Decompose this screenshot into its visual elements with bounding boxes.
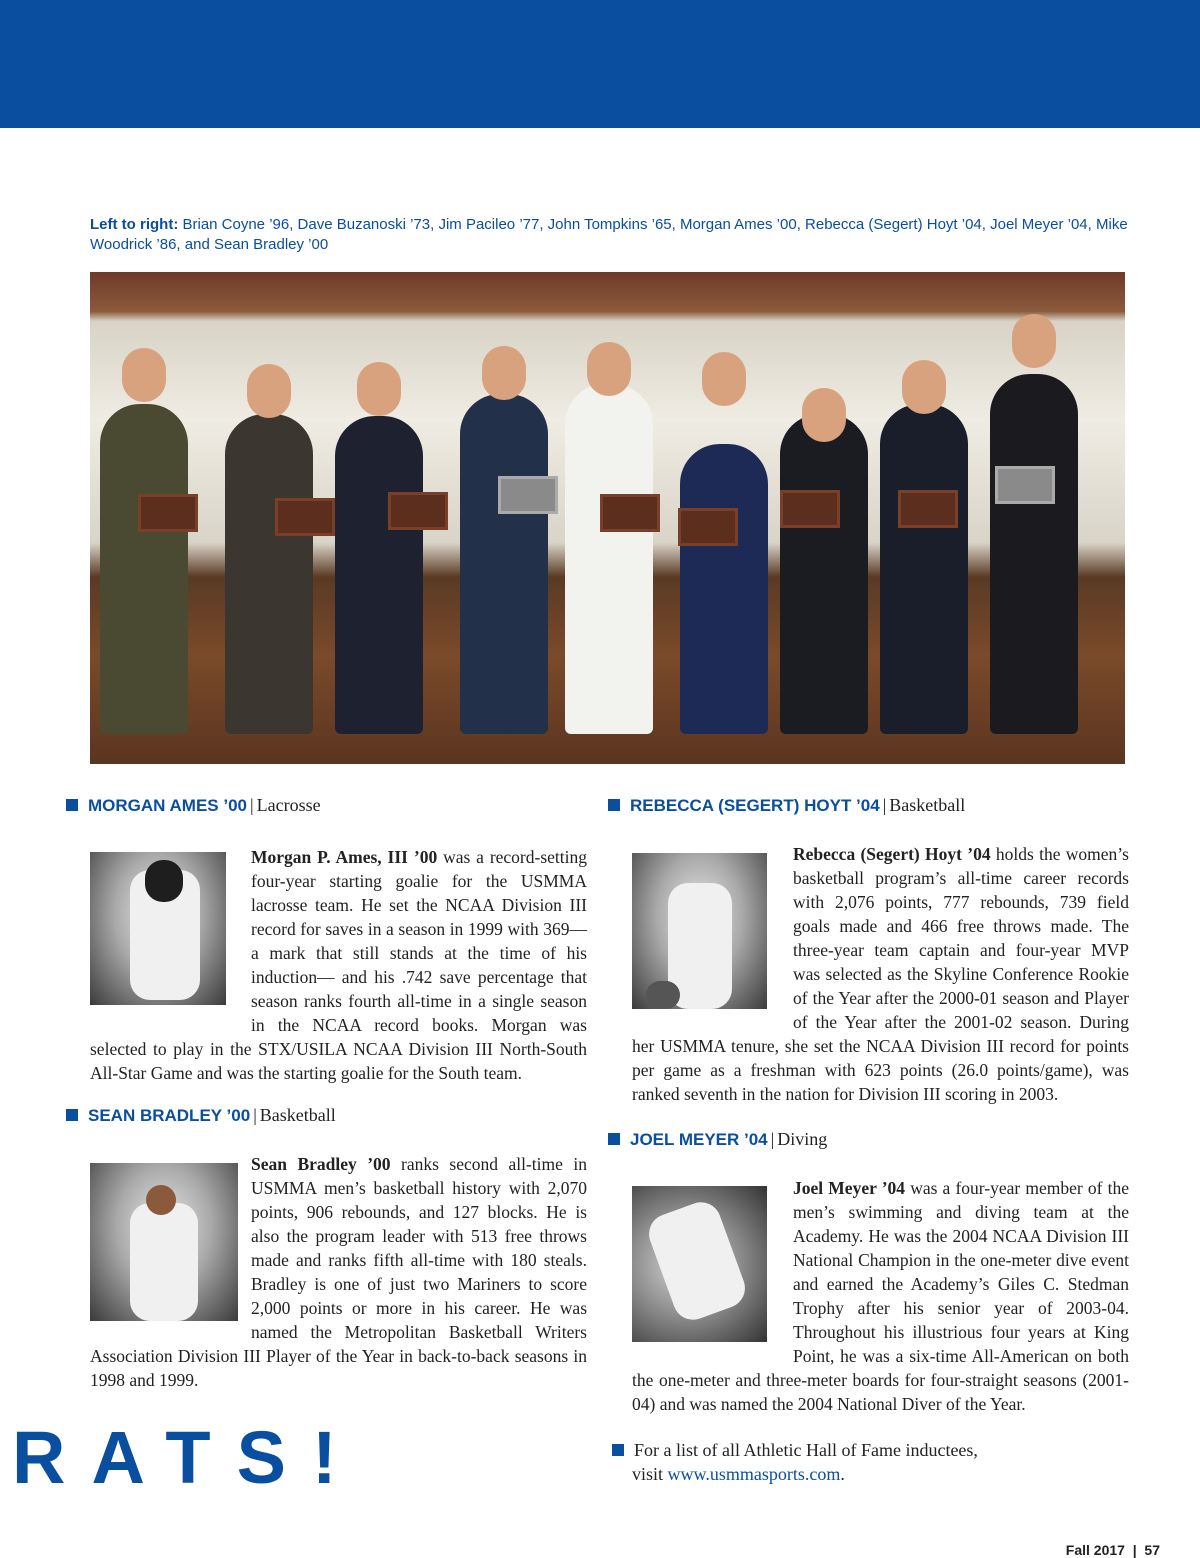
- caption-lead: Left to right:: [90, 216, 179, 233]
- inductee-name: REBECCA (SEGERT) HOYT ’04: [630, 796, 880, 815]
- inductee-name: SEAN BRADLEY ’00: [88, 1106, 251, 1125]
- photo-plaque: [138, 494, 198, 532]
- note-visit: visit: [632, 1464, 668, 1484]
- bio-name-bold: Sean Bradley ’00: [251, 1154, 391, 1174]
- bullet-square: [66, 1109, 78, 1121]
- photo-plaque: [995, 466, 1055, 504]
- photo-spacer: [90, 845, 251, 1025]
- note-line: For a list of all Athletic Hall of Fame inductees,: [634, 1440, 978, 1460]
- header-band: [0, 0, 1200, 128]
- meyer-bio: [632, 1176, 1129, 1416]
- separator: |: [250, 795, 254, 815]
- bullet-square: [612, 1444, 624, 1456]
- photo-person: [460, 394, 548, 734]
- photo-head: [587, 342, 631, 396]
- hall-of-fame-note: [612, 1438, 978, 1486]
- photo-person: [335, 416, 423, 734]
- inductee-sport: Basketball: [889, 795, 966, 815]
- photo-plaque: [898, 490, 958, 528]
- photo-person: [780, 414, 868, 734]
- caption-text: Brian Coyne ’96, Dave Buzanoski ’73, Jim Pacileo ’77, John Tompkins ’65, Morgan Ames ’00, Rebecca (Segert) Hoyt ’04, Joel Meyer ’04, Mike Woodrick ’86, and Sean Bradley ’00: [90, 216, 1128, 253]
- separator: |: [253, 1105, 257, 1125]
- photo-head: [357, 362, 401, 416]
- bullet-square: [66, 799, 78, 811]
- section-heading-bradley: [66, 1105, 336, 1126]
- photo-person: [225, 414, 313, 734]
- bio-text: was a four-year member of the men’s swimming and diving team at the Academy. He was the 2004 NCAA Division III National Champion in the one-meter dive event and earned the Academy’s Giles C. Stedman Trophy after his senior year of 2003-04. Throughout his illustrious four years at King Point, he was a six-time All-American on both the one-meter and three-meter boards for four-straight seasons (2001-04) and was named the 2004 National Diver of the Year.: [632, 1178, 1129, 1414]
- photo-head: [802, 388, 846, 442]
- photo-plaque: [780, 490, 840, 528]
- photo-head: [902, 360, 946, 414]
- photo-head: [1012, 314, 1056, 368]
- bradley-bio: [90, 1152, 587, 1392]
- inductee-sport: Diving: [777, 1129, 828, 1149]
- bio-name-bold: Morgan P. Ames, III ’00: [251, 847, 438, 867]
- photo-plaque: [388, 492, 448, 530]
- photo-caption: [90, 215, 1135, 255]
- inductee-name: JOEL MEYER ’04: [630, 1130, 768, 1149]
- separator: |: [770, 1129, 775, 1149]
- group-photo: [90, 272, 1125, 764]
- photo-person: [565, 384, 653, 734]
- photo-spacer: [632, 842, 793, 1022]
- bio-name-bold: Rebecca (Segert) Hoyt ’04: [793, 844, 991, 864]
- photo-plaque: [498, 476, 558, 514]
- bio-text: was a record-setting four-year starting goalie for the USMMA lacrosse team. He set the NCAA Division III record for saves in a season in 1999 with 369—a mark that still stands at the time of his induction— and his .742 save percentage that season ranks fourth all-time in a single season in the NCAA record books. Morgan was selected to play in the STX/USILA NCAA Division III North-South All-Star Game and was the starting goalie for the South team.: [90, 847, 587, 1083]
- bio-text: ranks second all-time in USMMA men’s basketball history with 2,070 points, 906 rebounds, and 127 blocks. He is also the program leader with 513 free throws made and ranks fifth all-time with 180 steals. Bradley is one of just two Mariners to score 2,000 points or more in his career. He was named the Metropolitan Basketball Writers Association Division III Player of the Year in back-to-back seasons in 1998 and 1999.: [90, 1154, 587, 1390]
- photo-plaque: [678, 508, 738, 546]
- photo-spacer: [632, 1176, 793, 1356]
- photo-person: [100, 404, 188, 734]
- photo-person: [680, 444, 768, 734]
- photo-person: [880, 404, 968, 734]
- bullet-square: [608, 1133, 620, 1145]
- photo-head: [247, 364, 291, 418]
- separator: |: [882, 795, 887, 815]
- inductee-name: MORGAN AMES ’00: [88, 796, 248, 815]
- bio-name-bold: Joel Meyer ’04: [793, 1178, 906, 1198]
- photo-head: [482, 346, 526, 400]
- photo-head: [702, 352, 746, 406]
- section-heading-ames: [66, 795, 321, 816]
- bio-text: holds the women’s basketball program’s all-time career records with 2,076 points, 777 rebounds, 739 field goals made and 466 free throws made. The three-year team captain and four-year MVP was selected as the Skyline Conference Rookie of the Year after the 2000-01 season and Player of the Year after the 2001-02 season. During her USMMA tenure, she set the NCAA Division III record for points per game as a freshman with 623 points (26.0 points/game), was ranked seventh in the nation for Division III scoring in 2003.: [632, 844, 1129, 1104]
- section-heading-meyer: [608, 1129, 827, 1150]
- photo-plaque: [275, 498, 335, 536]
- photo-person: [990, 374, 1078, 734]
- section-heading-hoyt: [608, 795, 965, 816]
- photo-spacer: [90, 1152, 251, 1332]
- page-folio: Fall 2017 | 57: [1065, 1542, 1160, 1558]
- inductee-sport: Lacrosse: [256, 795, 321, 815]
- note-period: .: [840, 1464, 845, 1484]
- ames-bio: [90, 845, 587, 1085]
- photo-plaque: [600, 494, 660, 532]
- inductee-sport: Basketball: [259, 1105, 336, 1125]
- photo-head: [122, 348, 166, 402]
- hoyt-bio: [632, 842, 1129, 1106]
- usmmasports-link[interactable]: www.usmmasports.com: [667, 1464, 841, 1484]
- bullet-square: [608, 799, 620, 811]
- rats-display-text: RATS!: [12, 1416, 363, 1499]
